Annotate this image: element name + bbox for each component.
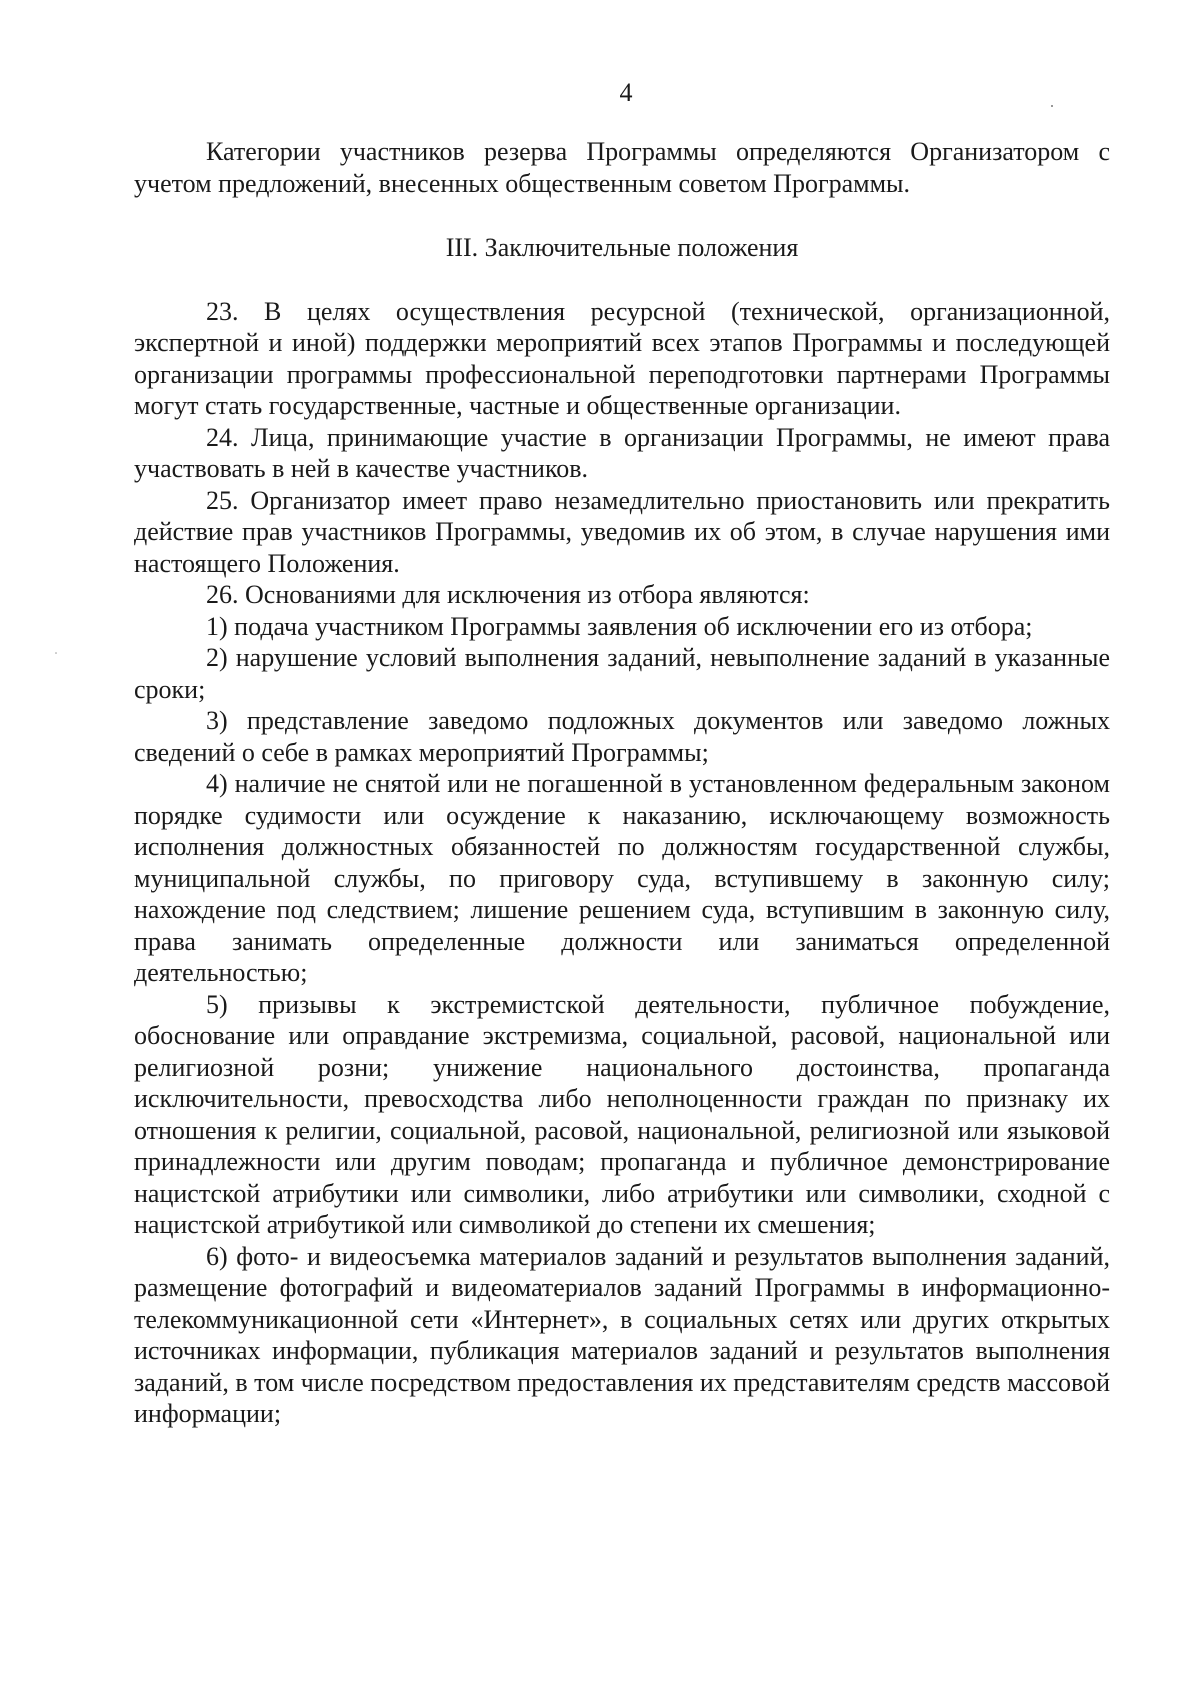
paragraph-24: 24. Лица, принимающие участие в организации Программы, не имеют права участвовать в ней в качестве участников. bbox=[134, 422, 1110, 483]
list-item-6: 6) фото- и видеосъемка материалов заданий и результатов выполнения заданий, размещение фотографий и видеоматериалов заданий Программы в информационно-телекоммуникационной сети «Интернет», в социальных сетях или других открытых источниках информации, публикация материалов заданий и результатов выполнения заданий, в том числе посредством предоставления их представителям средств массовой информации; bbox=[134, 1241, 1110, 1428]
page-number: 4 bbox=[619, 78, 633, 107]
list-item-5: 5) призывы к экстремистской деятельности, публичное побуждение, обоснование или оправдание экстремизма, социальной, расовой, национальной или религиозной розни; унижение национального достоинства, пропаганда исключительности, превосходства либо неполноценности граждан по признаку их отношения к религии, социальной, расовой, национальной, религиозной или языковой принадлежности или другим поводам; пропаганда и публичное демонстрирование нацистской атрибутики или символики, либо атрибутики или символики, сходной с нацистской атрибутикой или символикой до степени их смешения; bbox=[134, 989, 1110, 1239]
list-item-2: 2) нарушение условий выполнения заданий, невыполнение заданий в указанные сроки; bbox=[134, 643, 1110, 704]
paragraph-26: 26. Основаниями для исключения из отбора являются: bbox=[206, 580, 810, 609]
list-item-3: 3) представление заведомо подложных документов или заведомо ложных сведений о себе в рамках мероприятий Программы; bbox=[134, 706, 1110, 767]
document-body bbox=[134, 136, 1110, 1430]
list-item-1: 1) подача участником Программы заявления об исключении его из отбора; bbox=[206, 611, 1033, 641]
intro-paragraph: Категории участников резерва Программы определяются Организатором с учетом предложений, внесенных общественным советом Программы. bbox=[134, 137, 1110, 198]
scan-speck bbox=[55, 652, 57, 654]
paragraph-23: 23. В целях осуществления ресурсной (технической, организационной, экспертной и иной) поддержки мероприятий всех этапов Программы и последующей организации программы профессиональной переподготовки партнерами Программы могут стать государственные, частные и общественные организации. bbox=[134, 296, 1110, 420]
paragraph-25: 25. Организатор имеет право незамедлительно приостановить или прекратить действие прав участников Программы, уведомив их об этом, в случае нарушения ими настоящего Положения. bbox=[134, 485, 1110, 578]
list-item-4: 4) наличие не снятой или не погашенной в установленном федеральным законом порядке судимости или осуждение к наказанию, исключающему возможность исполнения должностных обязанностей по должностям государственной службы, муниципальной службы, по приговору суда, вступившему в законную силу; нахождение под следствием; лишение решением суда, вступившим в законную силу, права занимать определенные должности или заниматься определенной деятельностью; bbox=[134, 769, 1110, 987]
section-heading: III. Заключительные положения bbox=[445, 233, 799, 262]
